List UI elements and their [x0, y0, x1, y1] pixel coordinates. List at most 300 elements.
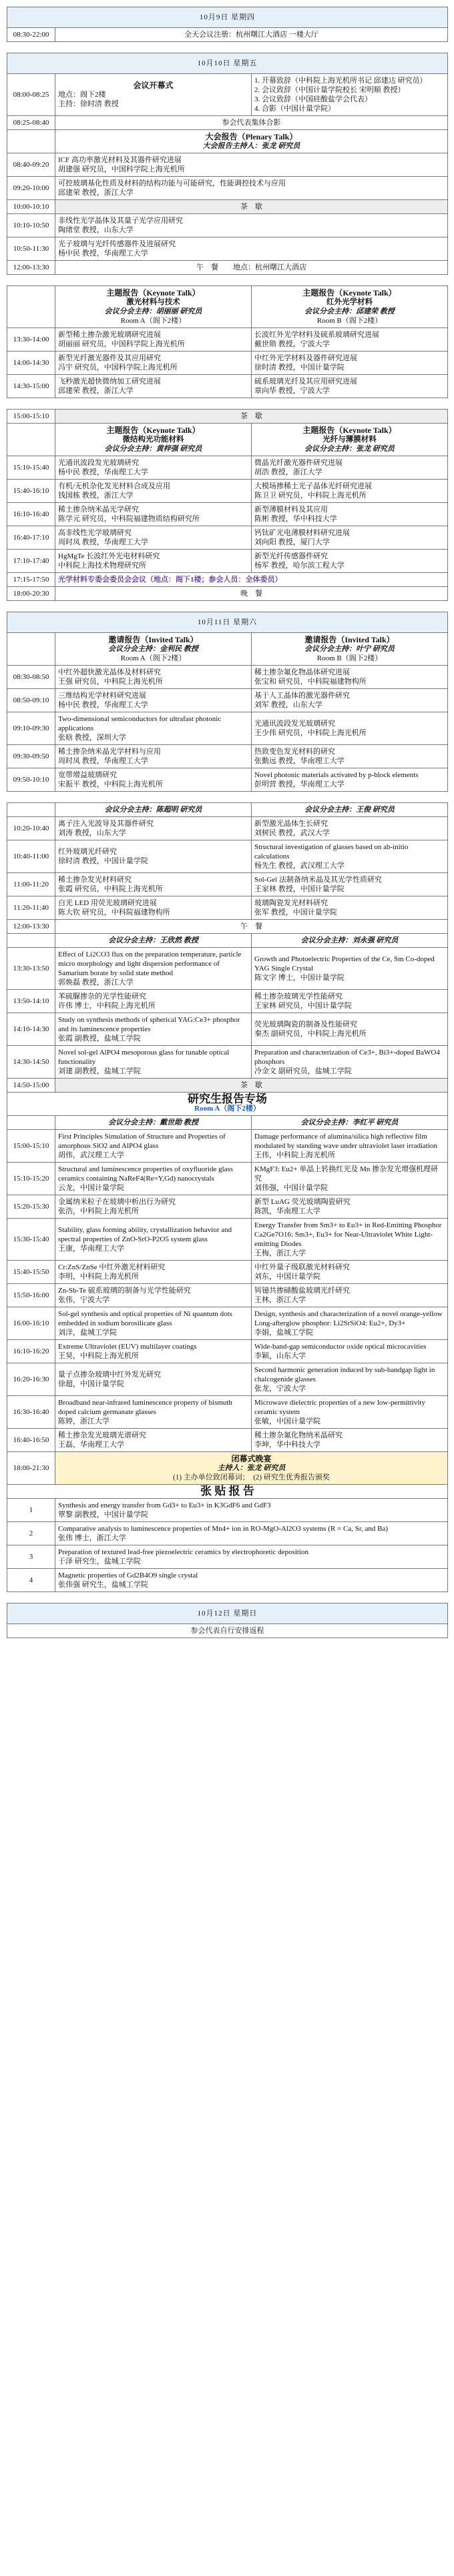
talk-room-a-line: 李明，中科院上海光机所 [58, 1273, 139, 1281]
time-cell-line: 16:40-17:10 [13, 534, 49, 542]
poster-cell-line: 张伟 博士，浙江大学 [58, 1534, 126, 1542]
talk-room-b [252, 1013, 448, 1046]
talk-room-a [55, 480, 252, 503]
time-cell [7, 1261, 55, 1284]
talk-room-a-line: 张霞 研究员，中科院上海光机所 [58, 885, 163, 893]
poster-row [7, 1545, 448, 1569]
talk-row [7, 480, 448, 503]
talk-room-b-line: 微晶光纤激光器件研究进展 [254, 459, 343, 467]
talk-room-b [252, 1396, 448, 1429]
plenary-title-line: 大会报告（Plenary Talk） [205, 132, 298, 141]
day-title-line: 10月11日 星期六 [197, 618, 258, 626]
committee-cell [55, 573, 448, 587]
talk-room-b [252, 480, 448, 503]
session-head-b-line: 红外光学材料 [326, 298, 373, 306]
talk-room-b-line: 刘东，中国计量学院 [254, 1273, 320, 1281]
talk-room-a-line: 稀土掺杂纳米晶光学研究 [58, 506, 139, 514]
talk-room-b-line: 新型激光晶体生长研究 [254, 820, 328, 828]
talk-room-a-line: Structural and luminescence properties of oxyfluoride glass ceramics containing NaReF4(Re=Y,Gd) nanocrystals [58, 1165, 234, 1183]
event-cell [55, 261, 448, 275]
talk-row [7, 948, 448, 990]
time-cell-line: 09:30-09:50 [13, 752, 49, 760]
talk-room-a-line: Effect of Li2CO3 flux on the preparation temperature, particle micro morphology and light dispersion performance of Samarium borate by solid state method [58, 950, 242, 977]
session-head-a-line: 主题报告（Keynote Talk） [106, 288, 200, 297]
time-cell [7, 689, 55, 712]
talk-row [7, 1396, 448, 1429]
time-cell [7, 177, 55, 200]
talk-room-b [252, 526, 448, 550]
talk-room-b [252, 375, 448, 398]
opening-agenda-line: 2. 会议致辞（中国计量学院校长 宋明顺 教授） [254, 86, 405, 94]
talk-room-a [55, 768, 252, 792]
spacer [7, 42, 448, 53]
talk-room-a [55, 1363, 252, 1396]
chair-b [252, 1116, 448, 1130]
talk-row [7, 1363, 448, 1396]
talk-room-a [55, 375, 252, 398]
talk-room-a-line: 周时凤 教授，华南理工大学 [58, 538, 148, 546]
departure-cell-line: 参会代表自行安排返程 [190, 1627, 264, 1635]
talk-row [7, 1130, 448, 1163]
plenary-title-line: 大会报告主持人：张龙 研究员 [202, 142, 300, 150]
time-cell-line: 14:00-14:30 [13, 359, 49, 367]
poster-cell-line: Synthesis and energy transfer from Gd3+ to Eu3+ in K3GdF6 and GdF3 [58, 1501, 271, 1509]
talk-room-a [55, 1046, 252, 1079]
talk-row [7, 352, 448, 375]
time-cell [7, 1195, 55, 1219]
talk-room-b-line: 新型光纤传感器件研究 [254, 552, 328, 560]
talk-cell-line: 邱建荣 教授，浙江大学 [58, 189, 134, 197]
talk-room-b [252, 1307, 448, 1340]
talk-row [7, 1163, 448, 1195]
session-head-b-line: 主题报告（Keynote Talk） [302, 426, 397, 435]
talk-room-a [55, 1429, 252, 1452]
talk-cell-line: 非线性光学晶体及其量子光学应用研究 [58, 217, 183, 225]
time-cell-line: 13:30-14:00 [13, 336, 49, 344]
talk-room-a-line: Stability, glass forming ability, crystallization behavior and spectral properties of ZnO-SrO-P2O5 system glass [58, 1226, 232, 1243]
talk-cell [55, 214, 448, 237]
talk-room-a-line: 中红外超快激光晶体及材料研究 [58, 668, 161, 676]
talk-room-a-line: 离子注入光波导及其器件研究 [58, 820, 154, 828]
session-head-a-line: Room A（阁下2楼） [120, 654, 186, 662]
poster-cell-line: Magnetic properties of Gd2B4O9 single crystal [58, 1571, 198, 1579]
talk-row [7, 526, 448, 550]
day1-header [7, 7, 448, 28]
talk-room-b-line: 玻璃陶瓷发光材料研究 [254, 899, 328, 907]
session-head-a-line: 微结构光功能材料 [122, 436, 184, 444]
time-cell-line: 13:50-14:10 [13, 997, 49, 1005]
talk-room-a [55, 666, 252, 689]
talk-room-a [55, 817, 252, 840]
talk-room-a-line: 张霞 副教授，盐城工学院 [58, 1035, 141, 1043]
talk-room-b-line: 陈彬 教授，华中科技大学 [254, 515, 337, 523]
day2-header [7, 53, 448, 74]
talk-room-a [55, 896, 252, 920]
talk-row [7, 817, 448, 840]
talk-room-b [252, 666, 448, 689]
talk-room-a-line: 王强 研究员，中科院上海光机所 [58, 678, 163, 686]
time-cell [7, 1079, 55, 1093]
chair-b [252, 803, 448, 817]
spacer [7, 398, 448, 410]
talk-room-b [252, 948, 448, 990]
opening-agenda-line: 4. 合影（中国计量学院） [254, 105, 335, 113]
spacer [7, 275, 448, 286]
talk-room-b [252, 1046, 448, 1079]
talk-room-b [252, 1163, 448, 1195]
time-cell [7, 130, 55, 153]
session-head-a-line: Room A（阁下2楼） [120, 317, 186, 325]
time-cell-line: 18:00-20:30 [13, 590, 49, 598]
session-head-b-line: 会议分会主持：邱建荣 教授 [304, 307, 395, 315]
talk-cell-line: 陶绪堂 教授，山东大学 [58, 226, 134, 234]
poster-title-line: 张 贴 报 告 [200, 1485, 254, 1497]
talk-room-b [252, 745, 448, 768]
time-cell [7, 153, 55, 177]
talk-room-a [55, 689, 252, 712]
talk-room-a-line: 许伟 博士，中科院上海光机所 [58, 1002, 156, 1010]
closing-cell-line: 主持人：张龙 研究员 [217, 1464, 286, 1472]
talk-room-a-line: 刘洋，盐城工学院 [58, 1329, 117, 1337]
talk-room-a [55, 1307, 252, 1340]
time-cell [7, 1452, 55, 1485]
talk-room-b-line: 陈文字 博士，中国计量学院 [254, 974, 345, 982]
time-cell [7, 410, 55, 424]
talk-row [7, 177, 448, 200]
talk-room-a-line: 新型光纤激光器件及其应用研究 [58, 354, 161, 362]
session-head-b-line: Room B（阁下2楼） [316, 654, 383, 662]
session-head-a-line: 会议分会主持：胡丽丽 研究员 [104, 307, 202, 315]
time-cell [7, 745, 55, 768]
poster-title [7, 1485, 448, 1499]
chair-a [55, 803, 252, 817]
talk-room-a-line: 刘涛 教授，山东大学 [58, 829, 126, 837]
student-header [7, 1093, 448, 1116]
talk-cell [55, 177, 448, 200]
time-cell [7, 587, 55, 601]
closing-cell-line: (1) 主办单位致闭幕词； (2) 研究生优秀报告颁奖 [173, 1473, 330, 1481]
time-cell [7, 526, 55, 550]
talk-room-a-line: 张浩，中科院上海光机所 [58, 1207, 139, 1215]
talk-room-a-line: 白光 LED 用荧光玻璃研究进展 [58, 899, 157, 907]
time-cell [7, 573, 55, 587]
talk-room-b [252, 990, 448, 1013]
opening-info-line: 主持：徐时清 教授 [58, 100, 119, 108]
time-cell-line: 15:30-15:40 [13, 1235, 49, 1243]
opening-agenda-line: 1. 开幕致辞（中科院上海光机所书记 邱建达 研究员） [254, 77, 427, 85]
talk-room-a [55, 526, 252, 550]
talk-cell-line: 胡建强 研究员，中国科学院上海光机所 [58, 165, 185, 173]
poster-cell-line: 覃黎 副教授，中国计量学院 [58, 1511, 148, 1519]
talk-room-a [55, 873, 252, 896]
time-cell-line: 16:30-16:40 [13, 1408, 49, 1416]
talk-cell [55, 153, 448, 177]
event-cell-line: 晚 餐 [240, 590, 262, 598]
session-header [7, 286, 448, 328]
poster-number-line: 3 [29, 1553, 33, 1561]
talk-room-a [55, 352, 252, 375]
time-cell-line: 17:15-17:50 [13, 576, 49, 584]
time-cell [7, 934, 55, 948]
talk-room-a [55, 1195, 252, 1219]
time-cell [7, 456, 55, 480]
schedule-table [7, 7, 448, 1638]
section-gap [7, 601, 448, 612]
talk-room-a-line: Study on synthesis methods of spherical YAG:Ce3+ phosphor and its luminescence properties [58, 1016, 240, 1033]
session-head-a-line: 主题报告（Keynote Talk） [106, 426, 200, 435]
time-cell [7, 237, 55, 261]
session-head-b [252, 286, 448, 328]
talk-room-a-line: 飞秒激光超快微纳加工研究进展 [58, 378, 161, 386]
talk-room-b-line: 李坤，华中科技大学 [254, 1441, 320, 1449]
time-cell [7, 1307, 55, 1340]
talk-room-a-line: 红外玻璃光纤研究 [58, 848, 117, 856]
talk-room-b [252, 1195, 448, 1219]
talk-room-a-line: 张伟，宁波大学 [58, 1296, 109, 1304]
opening-agenda-line: 3. 会议致辞（中国硅酸盐学会代表） [254, 95, 372, 103]
time-cell-line: 10:40-11:00 [13, 852, 49, 860]
talk-room-b-line: 彭明营 教授，华南理工大学 [254, 780, 345, 788]
talk-row [7, 712, 448, 745]
talk-room-a-line: 郭焕磊 教授，浙江大学 [58, 979, 134, 987]
session-head-b-line: 会议分会主持：张龙 研究员 [304, 445, 395, 453]
chair-b-line: 会议分会主持：李红平 研究员 [300, 1119, 399, 1127]
time-cell-line: 08:00-08:25 [13, 91, 49, 99]
talk-room-b-line: Novel photonic materials activated by p-block elements [254, 771, 419, 779]
session-head-b-line: 会议分会主持：叶宁 研究员 [304, 645, 395, 653]
talk-cell-line: 可控玻璃基化性质及材料的结构功能与可能研究，性能调控技术与应用 [58, 179, 286, 187]
time-cell-line: 14:30-15:00 [13, 382, 49, 390]
time-cell [7, 214, 55, 237]
talk-room-a-line: 宋振平 教授，中科院上海光机所 [58, 780, 163, 788]
time-cell-line: 08:40-09:20 [13, 161, 49, 169]
poster-number-line: 1 [29, 1506, 33, 1514]
time-cell-line: 10:50-11:30 [13, 245, 49, 253]
time-cell-line: 14:50-15:00 [13, 1081, 49, 1089]
talk-room-a-line: 刘建 副教授，盐城工学院 [58, 1067, 141, 1075]
poster-cell-line: Comparative analysis to luminescence properties of Mn4+ ion in RO-MgO-Al2O3 systems (R = Ca, Sr, and Ba) [58, 1525, 389, 1533]
time-cell [7, 352, 55, 375]
talk-room-b-line: 李娟，盐城工学院 [254, 1329, 313, 1337]
time-cell-line: 11:20-11:40 [13, 904, 49, 912]
time-cell-line: 09:20-10:00 [13, 184, 49, 192]
talk-room-a-line: Broadband near-infrared luminescence property of bismuth doped calcium germanate glasses [58, 1399, 232, 1416]
talk-room-b-line: 胡浩 教授，浙江大学 [254, 468, 322, 476]
lunch-row [7, 261, 448, 275]
registration-row [7, 28, 448, 42]
talk-room-b [252, 840, 448, 873]
talk-room-b-line: Preparation and characterization of Ce3+, Bi3+-doped BaWO4 phosphors [254, 1049, 440, 1066]
event-cell-line: 午 餐 [240, 922, 262, 930]
talk-room-b-line: 杨先生 教授，武汉理工大学 [254, 862, 345, 870]
poster-cell [55, 1545, 448, 1569]
time-cell-line: 12:00-13:30 [13, 922, 49, 930]
time-cell-line: 15:00-15:10 [13, 1142, 49, 1150]
opening-info-line: 地点：阁下2楼 [58, 91, 106, 99]
time-cell-line: 15:10-15:20 [13, 1175, 49, 1183]
time-cell-line: 08:30-22:00 [13, 31, 49, 39]
talk-room-a-line: Cr:ZnS/ZnSe 中红外激光材料研究 [58, 1263, 166, 1271]
talk-room-a-line: 三维结构光学材料研究进展 [58, 692, 146, 700]
time-cell-line: 17:10-17:40 [13, 557, 49, 565]
time-cell [7, 200, 55, 214]
talk-room-a-line: 稀土掺杂发光材料研究 [58, 876, 132, 884]
talk-cell-line: 光子玻璃与光纤传感器件及进展研究 [58, 240, 176, 248]
talk-room-b-line: Design, synthesis and characterization of a novel orange-yellow Long-afterglow phosphor: Li2SrSiO4: Eu2+, Dy3+ [254, 1310, 443, 1327]
poster-row [7, 1499, 448, 1522]
event-cell-line: 全天会议注册：杭州曙江大酒店 一楼大厅 [184, 31, 318, 39]
section-gap [7, 792, 448, 803]
talk-room-b [252, 352, 448, 375]
talk-row [7, 1013, 448, 1046]
talk-room-a-line: 宽带增益玻璃研究 [58, 771, 117, 779]
talk-room-b-line: 荧光玻璃陶瓷的制备及性能研究 [254, 1021, 357, 1029]
tea-break [7, 1079, 448, 1093]
time-cell [7, 1340, 55, 1363]
closing-row [7, 1452, 448, 1485]
talk-room-a-line: 钱国栋 教授，浙江大学 [58, 492, 134, 500]
chair-a-line: 会议分会主持：戴世勋 教授 [108, 1119, 198, 1127]
talk-room-b-line: 王伟，中科院上海光机所 [254, 1151, 335, 1159]
time-cell [7, 1046, 55, 1079]
talk-room-b-line: 稀土掺杂氟化物纳米晶研究 [254, 1431, 343, 1439]
talk-room-a [55, 1396, 252, 1429]
talk-room-a [55, 1013, 252, 1046]
lunch-row [7, 920, 448, 934]
closing-cell [55, 1452, 448, 1485]
committee-row [7, 573, 448, 587]
talk-room-a-line: 张晗 教授，深圳大学 [58, 734, 126, 742]
talk-room-a-line: 徐超，中国计量学院 [58, 1380, 124, 1388]
time-cell-line: 14:30-14:50 [13, 1058, 49, 1066]
event-cell [55, 410, 448, 424]
time-cell-line: 10:20-10:40 [13, 824, 49, 832]
talk-room-b [252, 1219, 448, 1261]
talk-room-a [55, 948, 252, 990]
talk-row [7, 745, 448, 768]
time-cell [7, 948, 55, 990]
session-head-a-line: 会议分会主持：黄梓强 研究员 [104, 445, 202, 453]
chair-row [7, 803, 448, 817]
time-cell [7, 550, 55, 573]
talk-room-a-line: 金属纳米粒子在玻璃中析出行为研究 [58, 1198, 176, 1206]
time-cell [7, 1284, 55, 1307]
session-head-b [252, 633, 448, 666]
closing-cell-line: 闭幕式晚宴 [231, 1454, 272, 1463]
talk-room-a-line: 云龙，中国计量学院 [58, 1184, 124, 1192]
talk-room-b-line: 中红外量子级联激光材料研究 [254, 1263, 350, 1271]
talk-room-a-line: 杨中民 教授，华南理工大学 [58, 701, 148, 709]
talk-row [7, 1261, 448, 1284]
time-cell-line: 08:50-09:10 [13, 696, 49, 704]
talk-room-b [252, 1340, 448, 1363]
session-header [7, 633, 448, 666]
time-cell [7, 1219, 55, 1261]
talk-room-a-line: 胡伟，武汉理工大学 [58, 1151, 124, 1159]
talk-room-b-line: KMgF3: Eu2+ 单晶上转换红光及 Mn 掺杂发光增强机理研究 [254, 1165, 439, 1183]
time-cell [7, 1130, 55, 1163]
talk-room-a-line: 稀土掺杂发光玻璃光谱研究 [58, 1431, 146, 1439]
committee-cell-line: 光学材料专委会委员会会议（地点：阁下1楼；参会人员：全体委员） [58, 576, 282, 584]
poster-cell [55, 1569, 448, 1592]
session-head-a-line: 邀请报告（Invited Talk） [108, 635, 198, 644]
day3-header [7, 612, 448, 633]
talk-row [7, 1429, 448, 1452]
talk-room-b-line: 热致变色发光材料的研究 [254, 748, 335, 756]
poster-cell-line: 于泽 研究生，盐城工学院 [58, 1557, 141, 1565]
opening-info [55, 74, 252, 116]
time-cell [7, 990, 55, 1013]
time-cell [7, 666, 55, 689]
talk-room-b-line: 刘向阳 教授，厦门大学 [254, 538, 330, 546]
time-cell [7, 375, 55, 398]
talk-room-b [252, 689, 448, 712]
time-cell [7, 1116, 55, 1130]
session-head-a-line: 会议分会主持：金利民 教授 [108, 645, 198, 653]
talk-room-b-line: 光通讯波段发光玻璃研究 [254, 720, 335, 728]
talk-room-b-line: Microwave dielectric properties of a new low-permittivity ceramic system [254, 1399, 425, 1416]
talk-room-b-line: 陈卫卫 研究员，中科院上海光机所 [254, 492, 367, 500]
talk-room-a [55, 1130, 252, 1163]
section-gap [7, 42, 448, 53]
time-cell [7, 1013, 55, 1046]
talk-room-b-line: 张龙，宁波大学 [254, 1385, 306, 1393]
session-header [7, 424, 448, 456]
talk-room-a [55, 1219, 252, 1261]
chair-b-line: 会议分会主持：刘永强 研究员 [300, 936, 399, 944]
talk-room-b-line: Second harmonic generation induced by sub-bandgap light in chalcogenide glasses [254, 1366, 435, 1383]
talk-room-b [252, 1363, 448, 1396]
talk-room-b-line: Structural investigation of glasses based on ab-initio calculations [254, 843, 409, 860]
talk-room-a [55, 1261, 252, 1284]
time-cell-line: 13:30-13:50 [13, 964, 49, 973]
talk-room-b-line: 钙钛矿光电薄膜材料研究进展 [254, 529, 350, 537]
talk-room-b-line: 稀土掺杂氟化物晶体研究进展 [254, 668, 350, 676]
time-cell-line: 15:20-15:30 [13, 1203, 49, 1211]
talk-room-a [55, 550, 252, 573]
tea-break [7, 410, 448, 424]
chair-row [7, 1116, 448, 1130]
talk-row [7, 1219, 448, 1261]
event-cell-line: 茶 歇 [240, 1081, 262, 1089]
opening-agenda [252, 74, 448, 116]
time-cell-line: 16:40-16:50 [13, 1436, 49, 1444]
time-cell [7, 712, 55, 745]
session-head-b [252, 424, 448, 456]
talk-cell-line: 杨中民 教授，华南理工大学 [58, 249, 148, 257]
poster-number [7, 1569, 55, 1592]
talk-room-a-line: 陈学元 研究员，中科院福建物质结构研究所 [58, 515, 200, 523]
time-cell [7, 803, 55, 817]
talk-room-b-line: Damage performance of alumina/silica high reflective film modulated by standing wave under ultraviolet laser irradiation [254, 1133, 438, 1150]
time-cell [7, 1163, 55, 1195]
talk-room-a-line: 周时凤 教授，华南理工大学 [58, 757, 148, 765]
poster-row [7, 1522, 448, 1545]
talk-room-a-line: 光通讯波段发光玻璃研究 [58, 459, 139, 467]
time-cell-line: 10:00-10:10 [13, 203, 49, 211]
event-cell-line: 茶 歇 [240, 412, 262, 420]
talk-room-a-line: Zn-Sb-Te 硫系玻璃的制备与光学性能研究 [58, 1287, 191, 1295]
time-cell [7, 74, 55, 116]
talk-room-a-line: 新型稀土掺杂激光玻璃研究进展 [58, 331, 161, 339]
time-cell-line: 16:00-16:10 [13, 1319, 49, 1327]
poster-number [7, 1499, 55, 1522]
talk-room-a-line: 王磊，华南理工大学 [58, 1441, 124, 1449]
time-cell-line: 08:25-08:40 [13, 119, 49, 127]
time-cell [7, 920, 55, 934]
talk-room-b-line: 刘伟强，中国计量学院 [254, 1184, 328, 1192]
talk-room-b [252, 873, 448, 896]
